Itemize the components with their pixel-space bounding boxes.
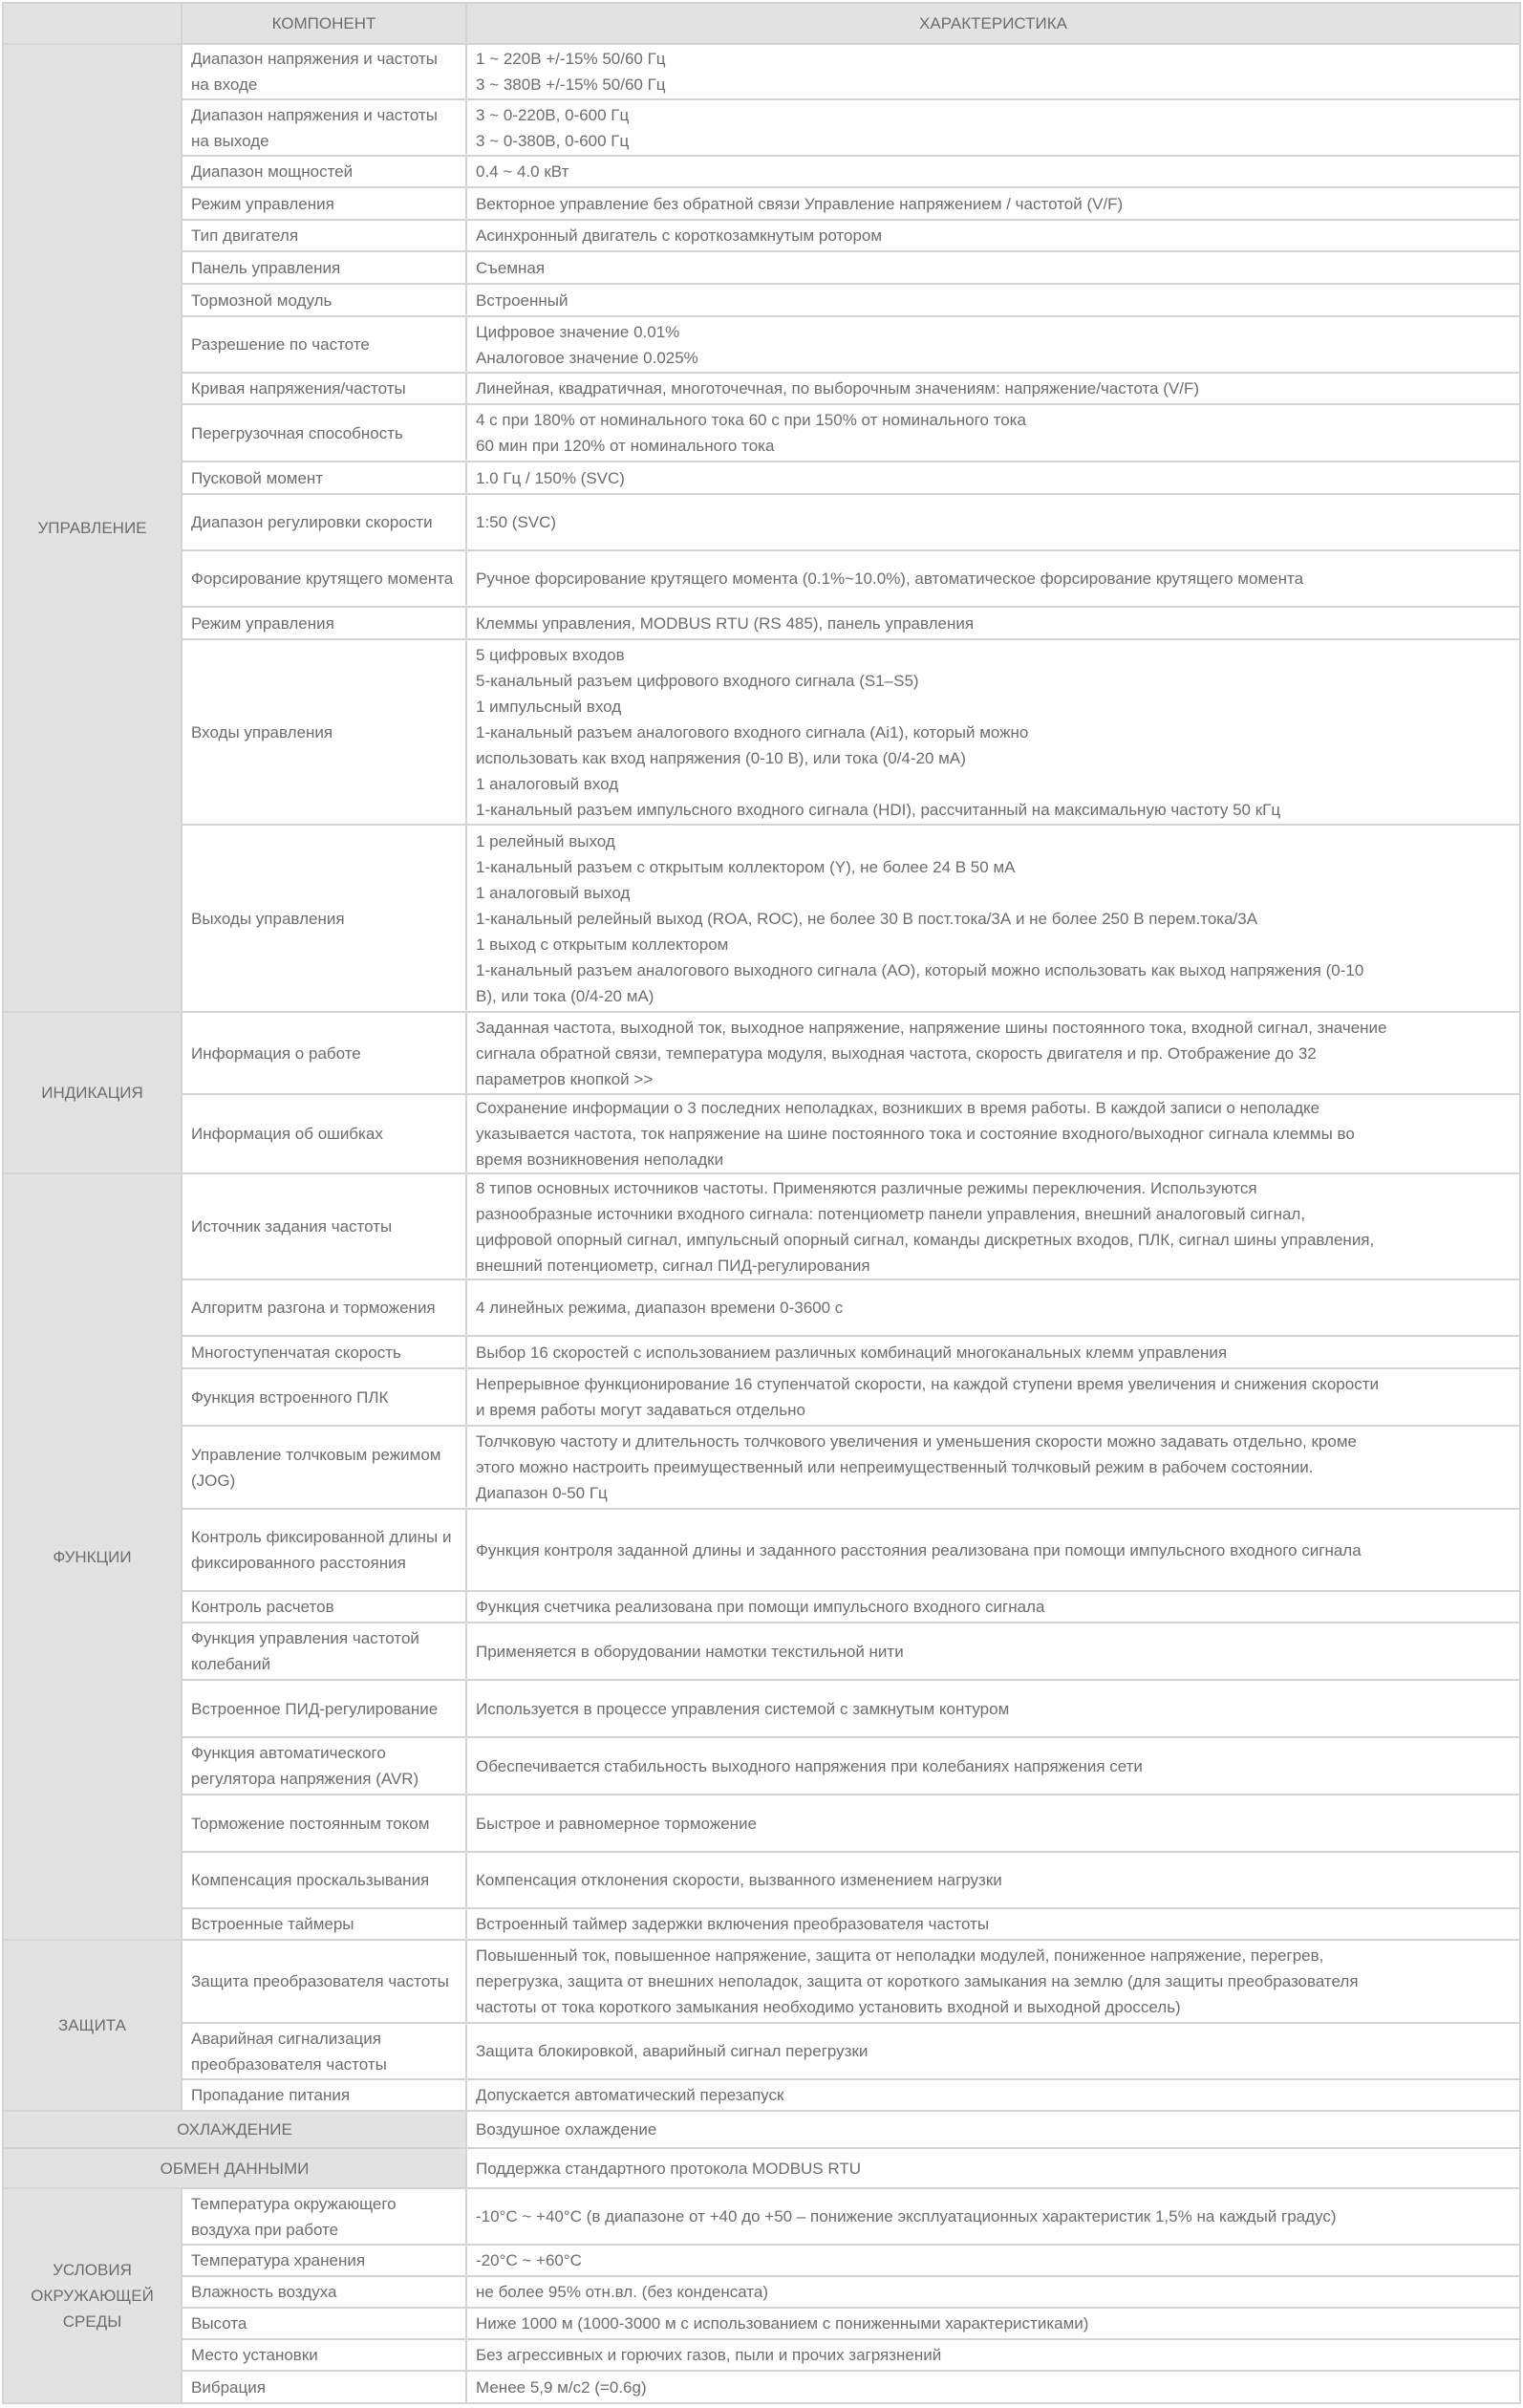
characteristic-line: не более 95% отн.вл. (без конденсата) [476, 2283, 768, 2301]
characteristic-line: 3 ~ 380В +/-15% 50/60 Гц [476, 75, 666, 94]
characteristic-line: Линейная, квадратичная, многоточечная, по выборочным значениям: напряжение/частота (V/F) [476, 379, 1199, 398]
component-cell: Контроль расчетов [182, 1591, 466, 1623]
characteristic-line: Диапазон 0-50 Гц [476, 1484, 608, 1502]
characteristic-line: время возникновения неполадки [476, 1150, 724, 1169]
group-label: ИНДИКАЦИЯ [3, 1012, 182, 1173]
characteristic-line: Аналоговое значение 0.025% [476, 348, 698, 367]
component-cell: Торможение постоянным током [182, 1795, 466, 1852]
group-label: ОХЛАЖДЕНИЕ [3, 2111, 466, 2148]
table-row [3, 1173, 1520, 1279]
characteristic-cell [466, 404, 1520, 462]
component-cell: Панель управления [182, 251, 466, 284]
component-cell: Пусковой момент [182, 462, 466, 494]
component-cell: Информация о работе [182, 1012, 466, 1094]
characteristic-cell [466, 1591, 1520, 1623]
table-row [3, 1852, 1520, 1908]
characteristic-line: 1 ~ 220В +/-15% 50/60 Гц [476, 50, 666, 68]
characteristic-cell [466, 1623, 1520, 1680]
component-cell: Режим управления [182, 187, 466, 220]
characteristic-cell [466, 220, 1520, 251]
table-row [3, 1336, 1520, 1368]
characteristic-cell [466, 316, 1520, 373]
table-row [3, 2111, 1520, 2148]
characteristic-line: Ниже 1000 м (1000-3000 м с использованием с пониженными характеристиками) [476, 2314, 1089, 2333]
characteristic-cell [466, 639, 1520, 825]
component-cell: Разрешение по частоте [182, 316, 466, 373]
group-label: ЗАЩИТА [3, 1940, 182, 2111]
spec-table [2, 2, 1521, 2404]
characteristic-line: 1-канальный разъем с открытым коллектором (Y), не более 24 В 50 мА [476, 857, 1016, 876]
component-cell: Тормозной модуль [182, 284, 466, 316]
characteristic-line: 1-канальный релейный выход (ROA, ROC), не более 30 В пост.тока/3А и не более 250 В перем.тока/3А [476, 909, 1258, 928]
characteristic-line: Встроенный [476, 290, 568, 310]
table-body [3, 44, 1520, 2403]
characteristic-cell [466, 187, 1520, 220]
characteristic-cell [466, 156, 1520, 187]
characteristic-cell [466, 1336, 1520, 1368]
characteristic-line: 1 аналоговый вход [476, 774, 619, 793]
table-row [3, 2371, 1520, 2403]
characteristic-line: сигнала обратной связи, температура модуля, выходная частота, скорость двигателя и пр. Отображение до 32 [476, 1043, 1317, 1063]
table-row [3, 494, 1520, 550]
component-cell: Информация об ошибках [182, 1094, 466, 1173]
characteristic-line: частоты от тока короткого замыкания необходимо установить входной и выходной дроссель) [476, 1998, 1181, 2016]
table-row [3, 2188, 1520, 2245]
table-row [3, 373, 1520, 404]
table-row [3, 550, 1520, 607]
table-row [3, 1795, 1520, 1852]
characteristic-line: цифровой опорный сигнал, импульсный опорный сигнал, команды дискретных входов, ПЛК, сигнал шины управления, [476, 1230, 1375, 1249]
characteristic-line: 3 ~ 0-220В, 0-600 Гц [476, 105, 630, 124]
characteristic-cell [466, 2276, 1520, 2308]
component-cell: Встроенное ПИД-регулирование [182, 1680, 466, 1737]
table-row [3, 1426, 1520, 1509]
component-cell: Контроль фиксированной длины и фиксированного расстояния [182, 1509, 466, 1591]
characteristic-cell: Воздушное охлаждение [466, 2111, 1520, 2148]
header-characteristic: ХАРАКТЕРИСТИКА [466, 3, 1520, 44]
table-row [3, 1509, 1520, 1591]
component-cell: Встроенные таймеры [182, 1908, 466, 1940]
characteristic-line: Используется в процессе управления системой с замкнутым контуром [476, 1699, 1010, 1718]
characteristic-line: Без агрессивных и горючих газов, пыли и прочих загрязнений [476, 2346, 942, 2364]
table-row [3, 1368, 1520, 1426]
table-row [3, 1908, 1520, 1940]
component-cell: Диапазон напряжения и частоты на выходе [182, 99, 466, 156]
component-cell: Тип двигателя [182, 220, 466, 251]
table-row [3, 2148, 1520, 2188]
characteristic-cell [466, 2308, 1520, 2339]
characteristic-line: 5 цифровых входов [476, 645, 625, 664]
table-row [3, 99, 1520, 156]
characteristic-line: Непрерывное функционирование 16 ступенчатой скорости, на каждой ступени время увеличения и снижения скорости [476, 1375, 1380, 1393]
characteristic-cell [466, 2023, 1520, 2079]
characteristic-line: Съемная [476, 258, 546, 277]
table-row [3, 639, 1520, 825]
header-component: КОМПОНЕНТ [182, 3, 466, 44]
characteristic-line: Ручное форсирование крутящего момента (0.1%~10.0%), автоматическое форсирование крутящего момента [476, 570, 1304, 588]
characteristic-line: Векторное управление без обратной связи Управление напряжением / частотой (V/F) [476, 194, 1124, 213]
table-row [3, 1279, 1520, 1336]
characteristic-cell [466, 825, 1520, 1012]
group-label: УПРАВЛЕНИЕ [3, 44, 182, 1012]
table-row [3, 404, 1520, 462]
characteristic-line: 4 линейных режима, диапазон времени 0-3600 с [476, 1299, 844, 1317]
characteristic-cell [466, 1908, 1520, 1940]
component-cell: Источник задания частоты [182, 1173, 466, 1279]
component-cell: Влажность воздуха [182, 2276, 466, 2308]
characteristic-cell: Поддержка стандартного протокола MODBUS RTU [466, 2148, 1520, 2188]
characteristic-cell [466, 1509, 1520, 1591]
characteristic-line: Сохранение информации о 3 последних неполадках, возникших в время работы. В каждой записи о неполадке [476, 1099, 1320, 1117]
characteristic-line: 1-канальный разъем импульсного входного сигнала (HDI), рассчитанный на максимальную частоту 50 кГц [476, 800, 1281, 819]
characteristic-cell [466, 2188, 1520, 2245]
characteristic-line: 1 выход с открытым коллектором [476, 935, 729, 954]
component-cell: Место установки [182, 2339, 466, 2371]
component-cell: Защита преобразователя частоты [182, 1940, 466, 2023]
characteristic-line: Функция контроля заданной длины и заданного расстояния реализована при помощи импульсного входного сигнала [476, 1540, 1362, 1559]
characteristic-line: 1-канальный разъем аналогового входного сигнала (Ai1), который можно [476, 722, 1029, 742]
characteristic-line: Толчковую частоту и длительность толчкового увеличения и уменьшения скорости можно задавать отдельно, кроме [476, 1432, 1357, 1451]
component-cell: Входы управления [182, 639, 466, 825]
table-row [3, 462, 1520, 494]
characteristic-line: Быстрое и равномерное торможение [476, 1814, 757, 1833]
component-cell: Форсирование крутящего момента [182, 550, 466, 607]
characteristic-line: Защита блокировкой, аварийный сигнал перегрузки [476, 2042, 869, 2060]
characteristic-cell [466, 550, 1520, 607]
component-cell: Алгоритм разгона и торможения [182, 1279, 466, 1336]
group-label: ФУНКЦИИ [3, 1173, 182, 1940]
characteristic-line: Выбор 16 скоростей с использованием различных комбинаций многоканальных клемм управления [476, 1343, 1228, 1362]
characteristic-cell [466, 1279, 1520, 1336]
table-row [3, 2308, 1520, 2339]
component-cell: Выходы управления [182, 825, 466, 1012]
table-row [3, 1940, 1520, 2023]
characteristic-cell [466, 1173, 1520, 1279]
group-label: УСЛОВИЯ ОКРУЖАЮЩЕЙ СРЕДЫ [3, 2188, 182, 2403]
component-cell: Режим управления [182, 607, 466, 639]
characteristic-line: 5-канальный разъем цифрового входного сигнала (S1–S5) [476, 671, 919, 690]
characteristic-line: Асинхронный двигатель с короткозамкнутым ротором [476, 226, 883, 245]
component-cell: Кривая напряжения/частоты [182, 373, 466, 404]
table-row [3, 1591, 1520, 1623]
table-row [3, 1094, 1520, 1173]
table-row [3, 2245, 1520, 2276]
component-cell: Температура хранения [182, 2245, 466, 2276]
component-cell: Управление толчковым режимом (JOG) [182, 1426, 466, 1509]
characteristic-line: этого можно настроить преимущественный или непреимущественный толчковый режим в рабочем состоянии. [476, 1458, 1314, 1476]
characteristic-line: 1.0 Гц / 150% (SVC) [476, 468, 625, 487]
component-cell: Функция автоматического регулятора напряжения (AVR) [182, 1737, 466, 1795]
characteristic-line: 1 релейный выход [476, 831, 615, 850]
table-row [3, 2339, 1520, 2371]
table-row [3, 316, 1520, 373]
component-cell: Функция встроенного ПЛК [182, 1368, 466, 1426]
table-row [3, 607, 1520, 639]
header-group-cell [3, 3, 182, 44]
characteristic-line: 60 мин при 120% от номинального тока [476, 437, 775, 455]
component-cell: Функция управления частотой колебаний [182, 1623, 466, 1680]
component-cell: Многоступенчатая скорость [182, 1336, 466, 1368]
characteristic-cell [466, 1852, 1520, 1908]
table-row [3, 284, 1520, 316]
characteristic-line: использовать как вход напряжения (0-10 В), или тока (0/4-20 мА) [476, 748, 966, 767]
table-row [3, 1680, 1520, 1737]
characteristic-line: внешний потенциометр, сигнал ПИД-регулирования [476, 1256, 870, 1275]
table-row [3, 187, 1520, 220]
component-cell: Высота [182, 2308, 466, 2339]
characteristic-line: Функция счетчика реализована при помощи импульсного входного сигнала [476, 1598, 1045, 1616]
table-row [3, 2079, 1520, 2111]
characteristic-line: 1:50 (SVC) [476, 513, 557, 531]
table-row [3, 2276, 1520, 2308]
characteristic-cell [466, 462, 1520, 494]
characteristic-line: разнообразные источники входного сигнала: потенциометр панели управления, внешний аналоговый сигнал, [476, 1204, 1306, 1223]
characteristic-line: Менее 5,9 м/с2 (=0.6g) [476, 2377, 647, 2397]
characteristic-cell [466, 2245, 1520, 2276]
characteristic-cell [466, 1094, 1520, 1173]
characteristic-line: -10°C ~ +40°C (в диапазоне от +40 до +50 – понижение эксплуатационных характеристик 1,5% на каждый градус) [476, 2207, 1337, 2225]
characteristic-line: 1 импульсный вход [476, 697, 622, 716]
characteristic-line: Цифровое значение 0.01% [476, 322, 680, 341]
characteristic-cell [466, 44, 1520, 99]
characteristic-cell [466, 1940, 1520, 2023]
table-row [3, 825, 1520, 1012]
characteristic-cell [466, 2339, 1520, 2371]
characteristic-line: Встроенный таймер задержки включения преобразователя частоты [476, 1915, 990, 1933]
header-row [3, 3, 1520, 44]
characteristic-cell [466, 1426, 1520, 1509]
table-row [3, 156, 1520, 187]
characteristic-line: Применяется в оборудовании намотки текстильной нити [476, 1642, 904, 1661]
characteristic-line: Клеммы управления, MODBUS RTU (RS 485), панель управления [476, 613, 975, 633]
characteristic-line: 4 с при 180% от номинального тока 60 с при 150% от номинального тока [476, 411, 1026, 429]
characteristic-cell [466, 99, 1520, 156]
table-row [3, 251, 1520, 284]
characteristic-cell [466, 494, 1520, 550]
component-cell: Аварийная сигнализация преобразователя частоты [182, 2023, 466, 2079]
characteristic-line: 1 аналоговый выход [476, 883, 631, 902]
characteristic-line: и время работы могут задаваться отдельно [476, 1401, 805, 1419]
characteristic-line: Заданная частота, выходной ток, выходное напряжение, напряжение шины постоянного тока, входной сигнал, значение [476, 1018, 1387, 1037]
component-cell: Диапазон напряжения и частоты на входе [182, 44, 466, 99]
characteristic-line: -20°C ~ +60°C [476, 2251, 582, 2269]
characteristic-line: указывается частота, ток напряжение на шине постоянного тока и состояние входного/выходног сигнала клеммы во [476, 1125, 1355, 1143]
characteristic-cell [466, 1368, 1520, 1426]
characteristic-line: 1-канальный разъем аналогового выходного сигнала (AO), который можно использовать как выход напряжения (0-10 [476, 960, 1364, 979]
characteristic-cell [466, 2371, 1520, 2403]
characteristic-line: 0.4 ~ 4.0 кВт [476, 162, 569, 181]
component-cell: Перегрузочная способность [182, 404, 466, 462]
component-cell: Диапазон регулировки скорости [182, 494, 466, 550]
component-cell: Температура окружающего воздуха при работе [182, 2188, 466, 2245]
component-cell: Диапазон мощностей [182, 156, 466, 187]
table-row [3, 44, 1520, 99]
table-row [3, 1737, 1520, 1795]
characteristic-cell [466, 251, 1520, 284]
characteristic-line: Допускается автоматический перезапуск [476, 2086, 784, 2104]
characteristic-line: В), или тока (0/4-20 мА) [476, 986, 654, 1005]
characteristic-line: Повышенный ток, повышенное напряжение, защита от неполадки модулей, пониженное напряжение, перегрев, [476, 1946, 1324, 1965]
characteristic-cell [466, 1737, 1520, 1795]
group-label: ОБМЕН ДАННЫМИ [3, 2148, 466, 2188]
characteristic-cell [466, 607, 1520, 639]
characteristic-line: Обеспечивается стабильность выходного напряжения при колебаниях напряжения сети [476, 1756, 1143, 1775]
characteristic-line: Компенсация отклонения скорости, вызванного изменением нагрузки [476, 1871, 1002, 1889]
characteristic-cell [466, 2079, 1520, 2111]
table-row [3, 1623, 1520, 1680]
table-row [3, 2023, 1520, 2079]
characteristic-line: перегрузка, защита от внешних неполадок, защита от короткого замыкания на землю (для защиты преобразователя [476, 1972, 1359, 1990]
characteristic-cell [466, 1795, 1520, 1852]
characteristic-cell [466, 373, 1520, 404]
table-row [3, 220, 1520, 251]
characteristic-cell [466, 284, 1520, 316]
characteristic-line: параметров кнопкой >> [476, 1069, 654, 1088]
characteristic-line: 8 типов основных источников частоты. Применяются различные режимы переключения. Используются [476, 1178, 1257, 1197]
component-cell: Компенсация проскальзывания [182, 1852, 466, 1908]
characteristic-cell [466, 1012, 1520, 1094]
table-row [3, 1012, 1520, 1094]
component-cell: Пропадание питания [182, 2079, 466, 2111]
characteristic-line: 3 ~ 0-380В, 0-600 Гц [476, 131, 630, 150]
component-cell: Вибрация [182, 2371, 466, 2403]
characteristic-cell [466, 1680, 1520, 1737]
